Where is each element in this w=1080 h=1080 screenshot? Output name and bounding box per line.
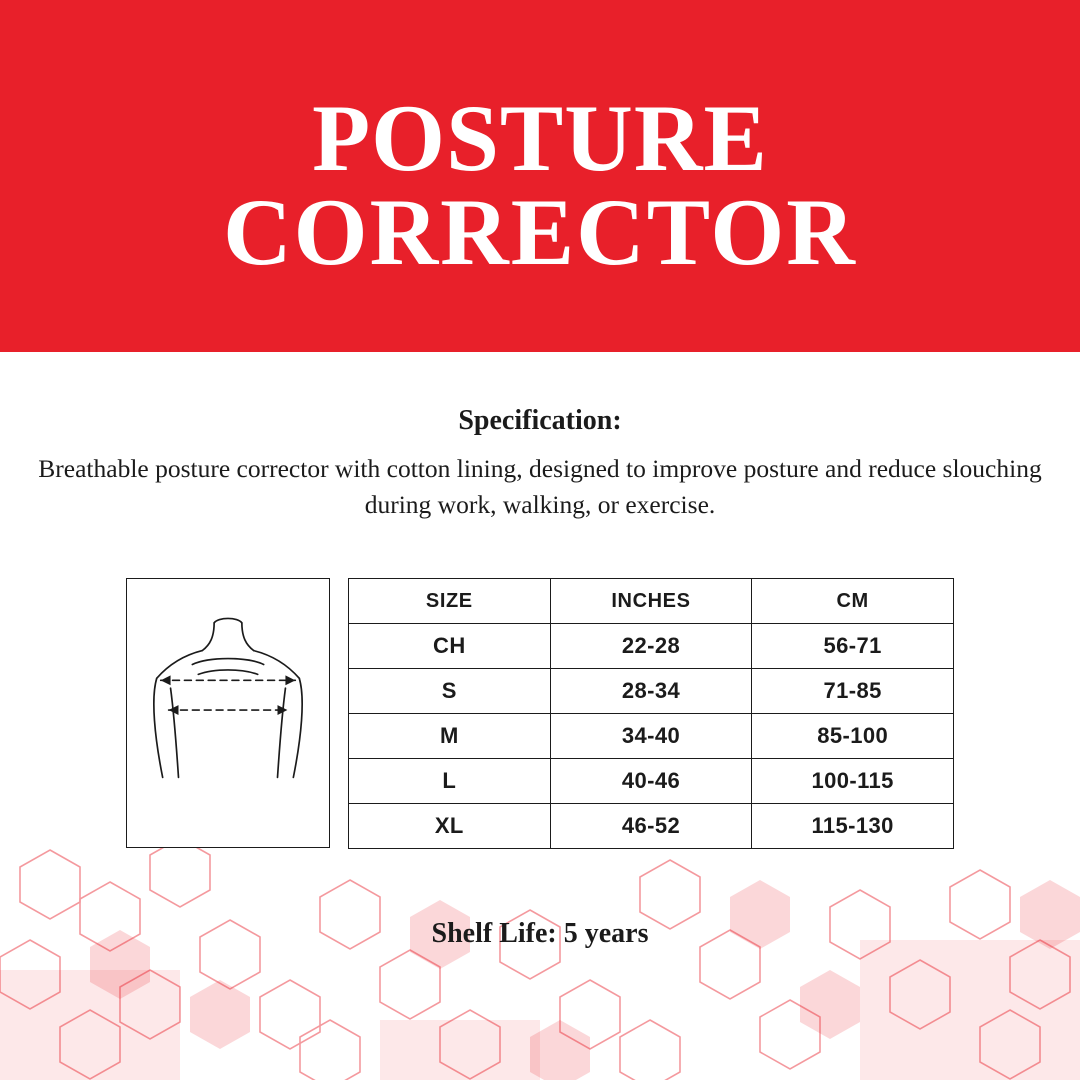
- table-row: [349, 759, 954, 804]
- table-row: [349, 714, 954, 759]
- cell-size: M: [349, 714, 551, 759]
- cell-size: S: [349, 669, 551, 714]
- cell-cm: 56-71: [752, 624, 954, 669]
- cell-inches: 28-34: [550, 669, 752, 714]
- cell-inches: 22-28: [550, 624, 752, 669]
- chest-measurement-diagram: [126, 578, 330, 848]
- table-row: [349, 624, 954, 669]
- cell-inches: 34-40: [550, 714, 752, 759]
- column-header-cm: CM: [752, 579, 954, 624]
- specification-section: [0, 405, 1080, 523]
- table-row: [349, 669, 954, 714]
- cell-inches: 40-46: [550, 759, 752, 804]
- cell-cm: 115-130: [752, 804, 954, 849]
- size-chart-section: [126, 578, 954, 849]
- cell-size: CH: [349, 624, 551, 669]
- specification-description: Breathable posture corrector with cotton lining, designed to improve posture and reduce slouching during work, walking, or exercise.: [38, 454, 1042, 520]
- torso-measurement-icon: [127, 579, 329, 847]
- page-title: [223, 84, 857, 285]
- table-header-row: [349, 579, 954, 624]
- shelf-life-label: Shelf Life: 5 years: [431, 918, 649, 949]
- table-row: [349, 804, 954, 849]
- cell-size: XL: [349, 804, 551, 849]
- hexagon-pattern-decoration: [0, 820, 1080, 1080]
- cell-cm: 85-100: [752, 714, 954, 759]
- column-header-size: SIZE: [349, 579, 551, 624]
- cell-cm: 71-85: [752, 669, 954, 714]
- column-header-inches: INCHES: [550, 579, 752, 624]
- size-table: [348, 578, 954, 849]
- specification-heading: Specification:: [458, 405, 622, 436]
- cell-cm: 100-115: [752, 759, 954, 804]
- header-banner: [0, 0, 1080, 352]
- page-title-line-2: CORRECTOR: [223, 179, 857, 285]
- cell-size: L: [349, 759, 551, 804]
- cell-inches: 46-52: [550, 804, 752, 849]
- page-title-line-1: POSTURE: [312, 84, 768, 191]
